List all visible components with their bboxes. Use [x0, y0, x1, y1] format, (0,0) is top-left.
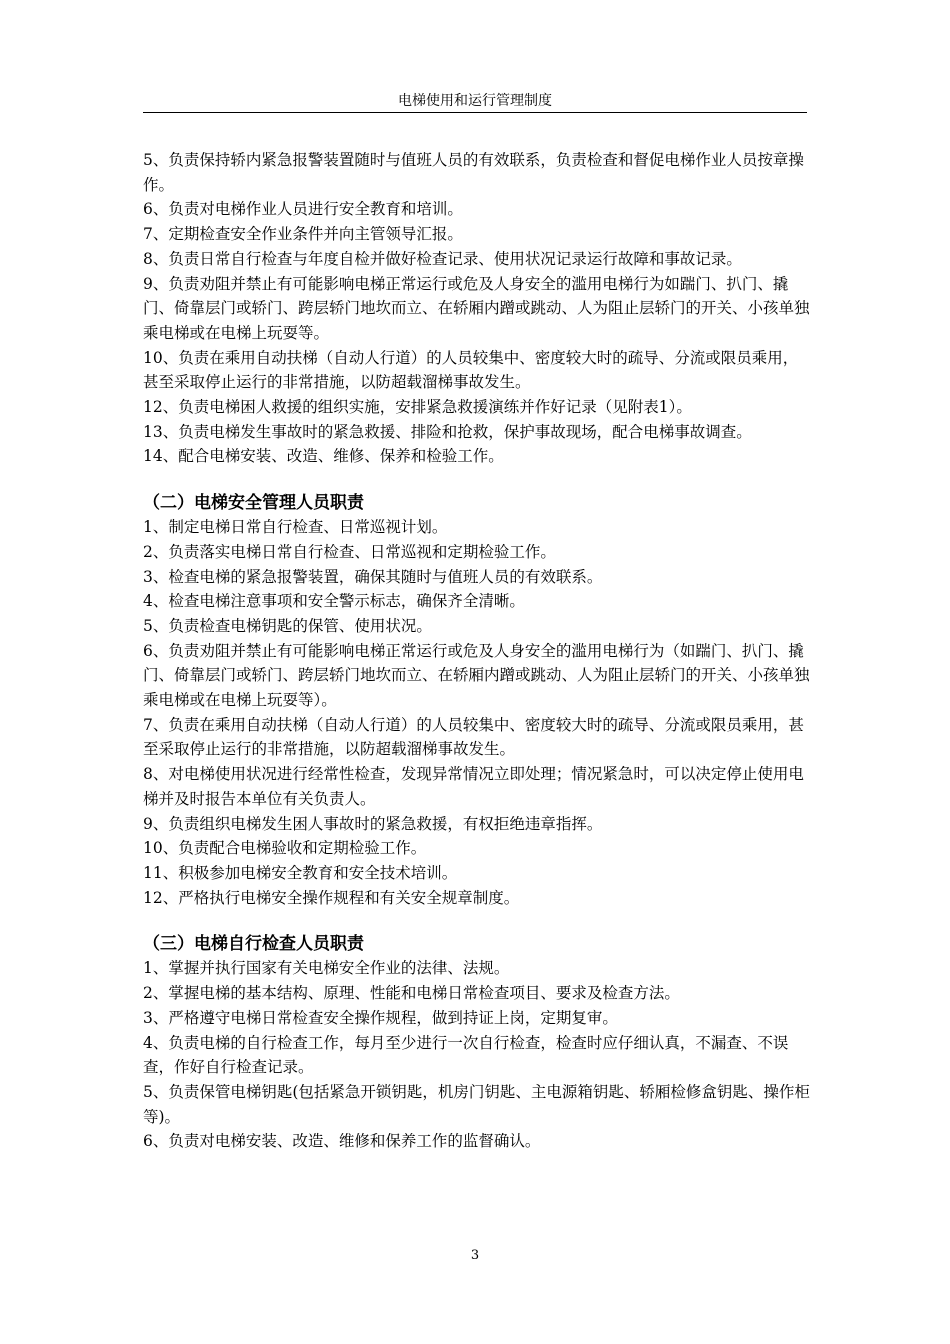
list-item: 10、负责在乘用自动扶梯（自动人行道）的人员较集中、密度较大时的疏导、分流或限员乘用，甚至采取停止运行的非常措施，以防超载溜梯事故发生。: [143, 348, 799, 392]
list-item: 1、制定电梯日常自行检查、日常巡视计划。: [143, 518, 448, 537]
page-header-title: 电梯使用和运行管理制度: [398, 93, 552, 109]
list-item: 2、掌握电梯的基本结构、原理、性能和电梯日常检查项目、要求及检查方法。: [143, 984, 680, 1003]
section-1-list: [143, 148, 811, 469]
list-item: 10、负责配合电梯验收和定期检验工作。: [143, 839, 427, 858]
list-item: 13、负责电梯发生事故时的紧急救援、排险和抢救，保护事故现场，配合电梯事故调查。: [143, 422, 752, 441]
section-3-list: [143, 956, 811, 1154]
section-2-list: [143, 515, 811, 910]
section-3-heading: （三）电梯自行检查人员职责: [143, 934, 364, 955]
section-2-heading: （二）电梯安全管理人员职责: [143, 493, 364, 514]
list-item: 9、负责组织电梯发生困人事故时的紧急救援，有权拒绝违章指挥。: [143, 814, 603, 833]
list-item: 5、负责保持轿内紧急报警装置随时与值班人员的有效联系，负责检查和督促电梯作业人员按章操作。: [143, 151, 804, 194]
list-item: 4、检查电梯注意事项和安全警示标志，确保齐全清晰。: [143, 592, 525, 611]
list-item: 11、积极参加电梯安全教育和安全技术培训。: [143, 863, 458, 882]
list-item: 8、负责日常自行检查与年度自检并做好检查记录、使用状况记录运行故障和事故记录。: [143, 249, 742, 268]
list-item: 12、严格执行电梯安全操作规程和有关安全规章制度。: [143, 888, 520, 907]
list-item: 9、负责劝阻并禁止有可能影响电梯正常运行或危及人身安全的滥用电梯行为如踹门、扒门、撬门、倚靠层门或轿门、跨层轿门地坎而立、在轿厢内蹭或跳动、人为阻止层轿门的开关、小孩单独乘电梯或在电梯上玩耍等。: [143, 274, 810, 342]
list-item: 3、检查电梯的紧急报警装置，确保其随时与值班人员的有效联系。: [143, 567, 603, 586]
header-divider: [143, 112, 807, 113]
list-item: 7、负责在乘用自动扶梯（自动人行道）的人员较集中、密度较大时的疏导、分流或限员乘用，甚至采取停止运行的非常措施，以防超载溜梯事故发生。: [143, 715, 804, 759]
list-item: 1、掌握并执行国家有关电梯安全作业的法律、法规。: [143, 959, 510, 978]
list-item: 5、负责保管电梯钥匙(包括紧急开锁钥匙，机房门钥匙、主电源箱钥匙、轿厢检修盒钥匙、操作柜等)。: [143, 1082, 810, 1126]
list-item: 14、配合电梯安装、改造、维修、保养和检验工作。: [143, 447, 504, 466]
list-item: 7、定期检查安全作业条件并向主管领导汇报。: [143, 225, 463, 244]
list-item: 6、负责对电梯安装、改造、维修和保养工作的监督确认。: [143, 1132, 541, 1151]
list-item: 4、负责电梯的自行检查工作，每月至少进行一次自行检查，检查时应仔细认真，不漏查、不误查，作好自行检查记录。: [143, 1033, 789, 1077]
list-item: 6、负责劝阻并禁止有可能影响电梯正常运行或危及人身安全的滥用电梯行为（如踹门、扒门、撬门、倚靠层门或轿门、跨层轿门地坎而立、在轿厢内蹭或跳动、人为阻止层轿门的开关、小孩单独乘电梯或在电梯上玩耍等）。: [143, 641, 810, 710]
page-number: 3: [470, 1248, 480, 1263]
list-item: 12、负责电梯困人救援的组织实施，安排紧急救援演练并作好记录（见附表1）。: [143, 398, 692, 417]
list-item: 3、严格遵守电梯日常检查安全操作规程，做到持证上岗，定期复审。: [143, 1008, 618, 1027]
document-body: [143, 148, 811, 1154]
list-item: 5、负责检查电梯钥匙的保管、使用状况。: [143, 616, 432, 635]
list-item: 8、对电梯使用状况进行经常性检查，发现异常情况立即处理；情况紧急时，可以决定停止使用电梯并及时报告本单位有关负责人。: [143, 765, 804, 808]
list-item: 6、负责对电梯作业人员进行安全教育和培训。: [143, 200, 463, 219]
list-item: 2、负责落实电梯日常自行检查、日常巡视和定期检验工作。: [143, 542, 556, 561]
